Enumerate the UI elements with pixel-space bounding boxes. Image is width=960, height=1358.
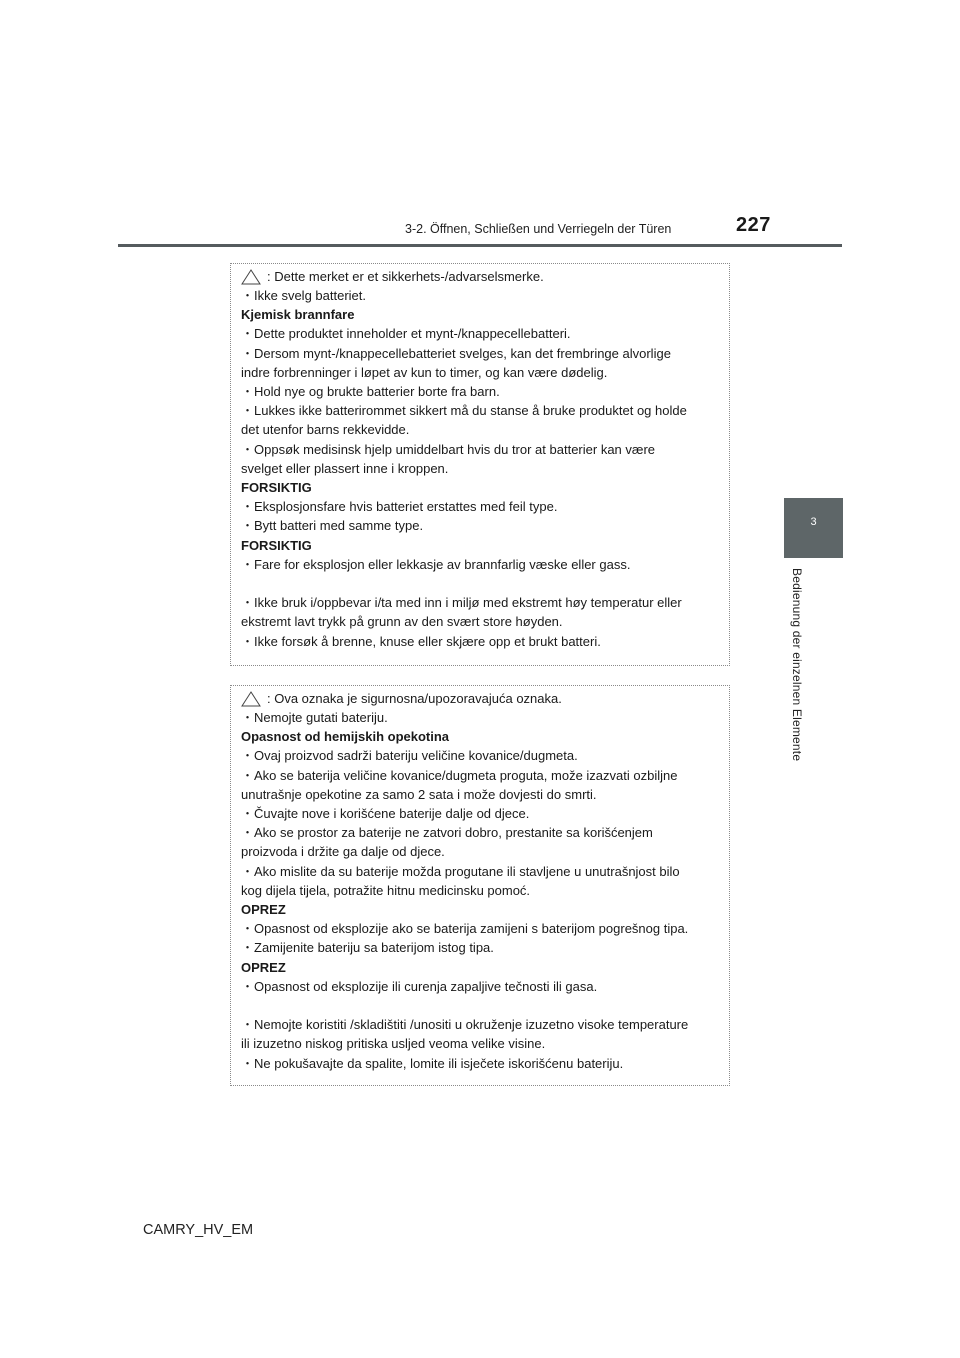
warning-line: ・Ako se prostor za baterije ne zatvori dobro, prestanite sa korišćenjem xyxy=(241,825,653,841)
warning-line: svelget eller plassert inne i kroppen. xyxy=(241,460,449,476)
warning-line: ・Opasnost od eksplozije ako se baterija zamijeni s baterijom pogrešnog tipa. xyxy=(241,921,689,937)
warning-line: ・Bytt batteri med samme type. xyxy=(241,518,424,534)
warning-line: ・Ikke svelg batteriet. xyxy=(241,288,366,303)
section-title: 3-2. Öffnen, Schließen und Verriegeln der Türen xyxy=(405,222,672,236)
warning-line: ・Zamijenite bateriju sa baterijom istog tipa. xyxy=(241,940,494,956)
warning-line: ・Oppsøk medisinsk hjelp umiddelbart hvis du tror at batterier kan være xyxy=(241,441,656,457)
warning-heading-text: : Dette merket er et sikkerhets-/advarselsmerke. xyxy=(267,269,544,284)
warning-line: unutrašnje opekotine za samo 2 sata i može dovjesti do smrti. xyxy=(241,786,597,802)
warning-heading-text: : Ova oznaka je sigurnosna/upozoravajuća oznaka. xyxy=(267,691,562,706)
page-number: 227 xyxy=(736,214,771,236)
warning-line: ekstremt lavt trykk på grunn av den svært store høyden. xyxy=(241,614,563,630)
warning-triangle-icon xyxy=(241,269,261,285)
blank-line xyxy=(241,574,729,593)
warning-line: ili izuzetno niskog pritiska usljed veoma velike visine. xyxy=(241,1036,546,1052)
warning-subheading: FORSIKTIG xyxy=(241,537,312,553)
warning-line: ・Ikke forsøk å brenne, knuse eller skjære opp et brukt batteri. xyxy=(241,633,601,649)
warning-line: det utenfor barns rekkevidde. xyxy=(241,422,410,438)
document-code: CAMRY_HV_EM xyxy=(143,1222,254,1238)
chapter-number: 3 xyxy=(810,516,817,528)
warning-line: ・Hold nye og brukte batterier borte fra barn. xyxy=(241,384,500,400)
warning-heading xyxy=(241,267,729,286)
warning-line: ・Ako mislite da su baterije možda progutane ili stavljene u unutrašnjost bilo xyxy=(241,863,680,879)
warning-subheading: OPREZ xyxy=(241,902,286,918)
warning-triangle-icon xyxy=(241,691,261,707)
warning-line: ・Ne pokušavajte da spalite, lomite ili isječete iskorišćenu bateriju. xyxy=(241,1055,624,1071)
chapter-label: Bedienung der einzelnen Elemente xyxy=(790,568,804,762)
warning-heading xyxy=(241,689,729,708)
warning-subheading: OPREZ xyxy=(241,959,286,975)
warning-line: indre forbrenninger i løpet av kun to timer, og kan være dødelig. xyxy=(241,364,608,380)
warning-line: ・Nemojte gutati bateriju. xyxy=(241,710,388,725)
warning-subheading: Opasnost od hemijskih opekotina xyxy=(241,729,450,745)
warning-line: ・Lukkes ikke batterirommet sikkert må du stanse å bruke produktet og holde xyxy=(241,403,687,419)
warning-line: ・Čuvajte nove i korišćene baterije dalje od djece. xyxy=(241,806,530,822)
warning-line: ・Fare for eksplosjon eller lekkasje av brannfarlig væske eller gass. xyxy=(241,556,631,572)
warning-line: ・Dersom mynt-/knappecellebatteriet svelges, kan det frembringe alvorlige xyxy=(241,345,671,361)
warning-box-norwegian xyxy=(230,263,730,666)
warning-line: proizvoda i držite ga dalje od djece. xyxy=(241,844,445,860)
warning-line: ・Opasnost od eksplozije ili curenja zapaljive tečnosti ili gasa. xyxy=(241,978,598,994)
warning-line: ・Ovaj proizvod sadrži bateriju veličine kovanice/dugmeta. xyxy=(241,748,578,764)
warning-line: kog dijela tijela, potražite hitnu medicinsku pomoć. xyxy=(241,882,531,898)
warning-line: ・Dette produktet inneholder et mynt-/knappecellebatteri. xyxy=(241,326,571,342)
warning-box-croatian xyxy=(230,685,730,1086)
warning-line: ・Ikke bruk i/oppbevar i/ta med inn i miljø med ekstremt høy temperatur eller xyxy=(241,595,682,611)
header-rule xyxy=(118,244,842,247)
warning-line: ・Eksplosjonsfare hvis batteriet erstattes med feil type. xyxy=(241,499,558,515)
chapter-tab xyxy=(784,498,843,558)
warning-subheading: Kjemisk brannfare xyxy=(241,307,355,323)
warning-subheading: FORSIKTIG xyxy=(241,480,312,496)
warning-line: ・Ako se baterija veličine kovanice/dugmeta proguta, može izazvati ozbiljne xyxy=(241,767,678,783)
blank-line xyxy=(241,996,729,1015)
warning-line: ・Nemojte koristiti /skladištiti /unositi u okruženje izuzetno visoke temperature xyxy=(241,1017,689,1033)
